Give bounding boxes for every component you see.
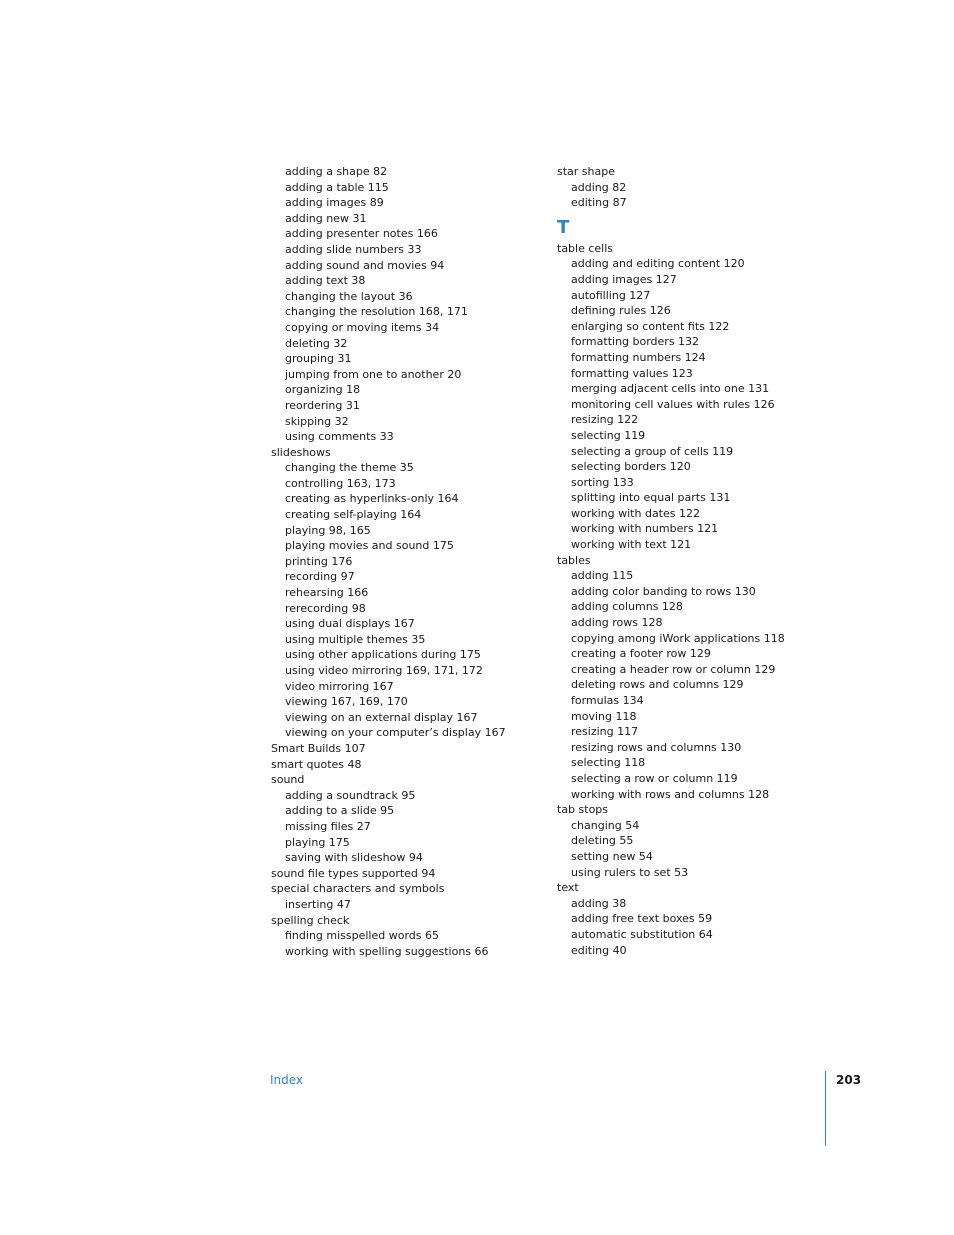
index-subentry: copying among iWork applications 118 bbox=[571, 631, 785, 645]
index-subentry: viewing on your computer’s display 167 bbox=[285, 726, 506, 740]
index-subentry: moving 118 bbox=[571, 709, 637, 723]
index-subentry: adding images 127 bbox=[571, 272, 677, 286]
index-subentry: formatting borders 132 bbox=[571, 335, 700, 349]
index-subentry: using video mirroring 169, 171, 172 bbox=[285, 664, 483, 677]
index-subentry: adding 115 bbox=[571, 569, 634, 583]
index-subentry: missing files 27 bbox=[285, 819, 371, 833]
index-subentry: inserting 47 bbox=[285, 897, 351, 911]
index-subentry: formatting values 123 bbox=[571, 366, 693, 380]
index-subentry: adding and editing content 120 bbox=[571, 257, 745, 271]
index-entry: special characters and symbols bbox=[271, 882, 445, 896]
index-subentry: formatting numbers 124 bbox=[571, 350, 706, 364]
index-subentry: jumping from one to another 20 bbox=[285, 367, 462, 381]
index-subentry: formulas 134 bbox=[571, 694, 644, 707]
index-subentry: adding color banding to rows 130 bbox=[571, 584, 756, 598]
index-subentry: using comments 33 bbox=[285, 430, 394, 444]
index-subentry: autofilling 127 bbox=[571, 288, 651, 302]
index-subentry: creating a header row or column 129 bbox=[571, 662, 776, 676]
index-subentry: creating as hyperlinks-only 164 bbox=[285, 492, 459, 506]
index-subentry: creating self-playing 164 bbox=[285, 508, 422, 522]
index-subentry: changing the resolution 168, 171 bbox=[285, 305, 468, 319]
index-subentry: deleting 32 bbox=[285, 336, 348, 350]
index-subentry: adding images 89 bbox=[285, 196, 384, 210]
index-subentry: enlarging so content fits 122 bbox=[571, 319, 730, 333]
index-subentry: using dual displays 167 bbox=[285, 617, 415, 631]
index-subentry: viewing on an external display 167 bbox=[285, 710, 478, 724]
footer-section-label: Index bbox=[270, 1073, 304, 1087]
index-subentry: changing the layout 36 bbox=[285, 289, 413, 303]
index-group-t bbox=[557, 241, 827, 958]
index-entry: tables bbox=[557, 553, 591, 567]
index-subentry: organizing 18 bbox=[285, 383, 361, 397]
index-entry: table cells bbox=[557, 241, 614, 255]
index-subentry: reordering 31 bbox=[285, 398, 360, 412]
index-subentry: adding a soundtrack 95 bbox=[285, 788, 416, 802]
index-entry: slideshows bbox=[271, 445, 331, 459]
index-subentry: adding to a slide 95 bbox=[285, 804, 395, 818]
index-subentry: editing 40 bbox=[571, 943, 627, 957]
index-subentry: working with rows and columns 128 bbox=[571, 787, 770, 801]
index-entry: smart quotes 48 bbox=[271, 757, 362, 771]
index-subentry: adding a table 115 bbox=[285, 180, 389, 194]
index-subentry: resizing rows and columns 130 bbox=[571, 740, 742, 754]
index-subentry: using other applications during 175 bbox=[285, 648, 481, 662]
index-subentry: merging adjacent cells into one 131 bbox=[571, 382, 770, 396]
index-entry: sound file types supported 94 bbox=[271, 866, 436, 880]
index-group-star bbox=[557, 164, 827, 211]
index-subentry: using multiple themes 35 bbox=[285, 632, 426, 646]
index-subentry: video mirroring 167 bbox=[285, 679, 394, 693]
index-subentry: selecting 119 bbox=[571, 428, 646, 442]
index-subentry: splitting into equal parts 131 bbox=[571, 491, 731, 505]
index-subentry: saving with slideshow 94 bbox=[285, 851, 423, 865]
index-subentry: deleting rows and columns 129 bbox=[571, 678, 744, 692]
index-subentry: working with spelling suggestions 66 bbox=[285, 944, 489, 958]
index-entry: star shape bbox=[557, 165, 615, 178]
index-subentry: printing 176 bbox=[285, 554, 353, 568]
index-subentry: defining rules 126 bbox=[571, 304, 671, 318]
index-subentry: adding new 31 bbox=[285, 211, 367, 225]
index-subentry: monitoring cell values with rules 126 bbox=[571, 397, 775, 411]
index-subentry: automatic substitution 64 bbox=[571, 927, 713, 941]
index-subentry: rehearsing 166 bbox=[285, 586, 369, 600]
index-subentry: resizing 122 bbox=[571, 413, 639, 427]
index-subentry: adding columns 128 bbox=[571, 600, 683, 614]
index-subentry: skipping 32 bbox=[285, 414, 349, 428]
index-subentry: grouping 31 bbox=[285, 352, 352, 366]
index-subentry: playing 175 bbox=[285, 835, 350, 849]
index-subentry: adding sound and movies 94 bbox=[285, 258, 445, 272]
index-subentry: selecting a row or column 119 bbox=[571, 771, 738, 785]
index-subentry: working with dates 122 bbox=[571, 506, 700, 520]
index-subentry: working with numbers 121 bbox=[571, 522, 719, 536]
index-subentry: working with text 121 bbox=[571, 538, 692, 552]
index-subentry: rerecording 98 bbox=[285, 601, 366, 615]
index-subentry: selecting 118 bbox=[571, 756, 646, 770]
index-subentry: adding presenter notes 166 bbox=[285, 227, 438, 241]
index-subentry: creating a footer row 129 bbox=[571, 647, 711, 661]
index-subentry: copying or moving items 34 bbox=[285, 320, 440, 334]
index-subentry: playing movies and sound 175 bbox=[285, 539, 454, 553]
section-letter: T bbox=[557, 216, 570, 238]
index-subentry: adding free text boxes 59 bbox=[571, 912, 713, 926]
index-subentry: viewing 167, 169, 170 bbox=[285, 695, 408, 709]
index-subentry: deleting 55 bbox=[571, 834, 634, 848]
index-subentry: setting new 54 bbox=[571, 849, 653, 863]
index-subentry: using rulers to set 53 bbox=[571, 865, 689, 879]
index-subentry: changing 54 bbox=[571, 818, 640, 832]
index-subentry: adding text 38 bbox=[285, 274, 366, 288]
index-subentry: resizing 117 bbox=[571, 725, 639, 739]
index-subentry: adding 82 bbox=[571, 180, 627, 194]
index-subentry: selecting borders 120 bbox=[571, 460, 691, 474]
index-subentry: finding misspelled words 65 bbox=[285, 929, 439, 943]
index-entry: Smart Builds 107 bbox=[271, 741, 366, 755]
index-entry: tab stops bbox=[557, 803, 609, 817]
index-entry: sound bbox=[271, 773, 305, 787]
page-number: 203 bbox=[836, 1073, 862, 1087]
index-subentry: editing 87 bbox=[571, 196, 627, 210]
index-subentry: sorting 133 bbox=[571, 475, 634, 489]
index-column-right bbox=[557, 164, 827, 958]
index-subentry: adding 38 bbox=[571, 896, 627, 910]
index-subentry: adding slide numbers 33 bbox=[285, 242, 422, 256]
index-subentry: controlling 163, 173 bbox=[285, 476, 396, 490]
index-subentry: playing 98, 165 bbox=[285, 523, 371, 537]
index-entry: text bbox=[557, 881, 579, 895]
index-entry: spelling check bbox=[271, 913, 350, 927]
footer-divider bbox=[825, 1071, 826, 1146]
index-subentry: recording 97 bbox=[285, 570, 355, 584]
index-column-left bbox=[271, 164, 541, 959]
index-subentry: selecting a group of cells 119 bbox=[571, 444, 734, 458]
index-subentry: adding rows 128 bbox=[571, 616, 663, 630]
index-subentry: changing the theme 35 bbox=[285, 461, 414, 475]
index-subentry: adding a shape 82 bbox=[285, 165, 388, 178]
